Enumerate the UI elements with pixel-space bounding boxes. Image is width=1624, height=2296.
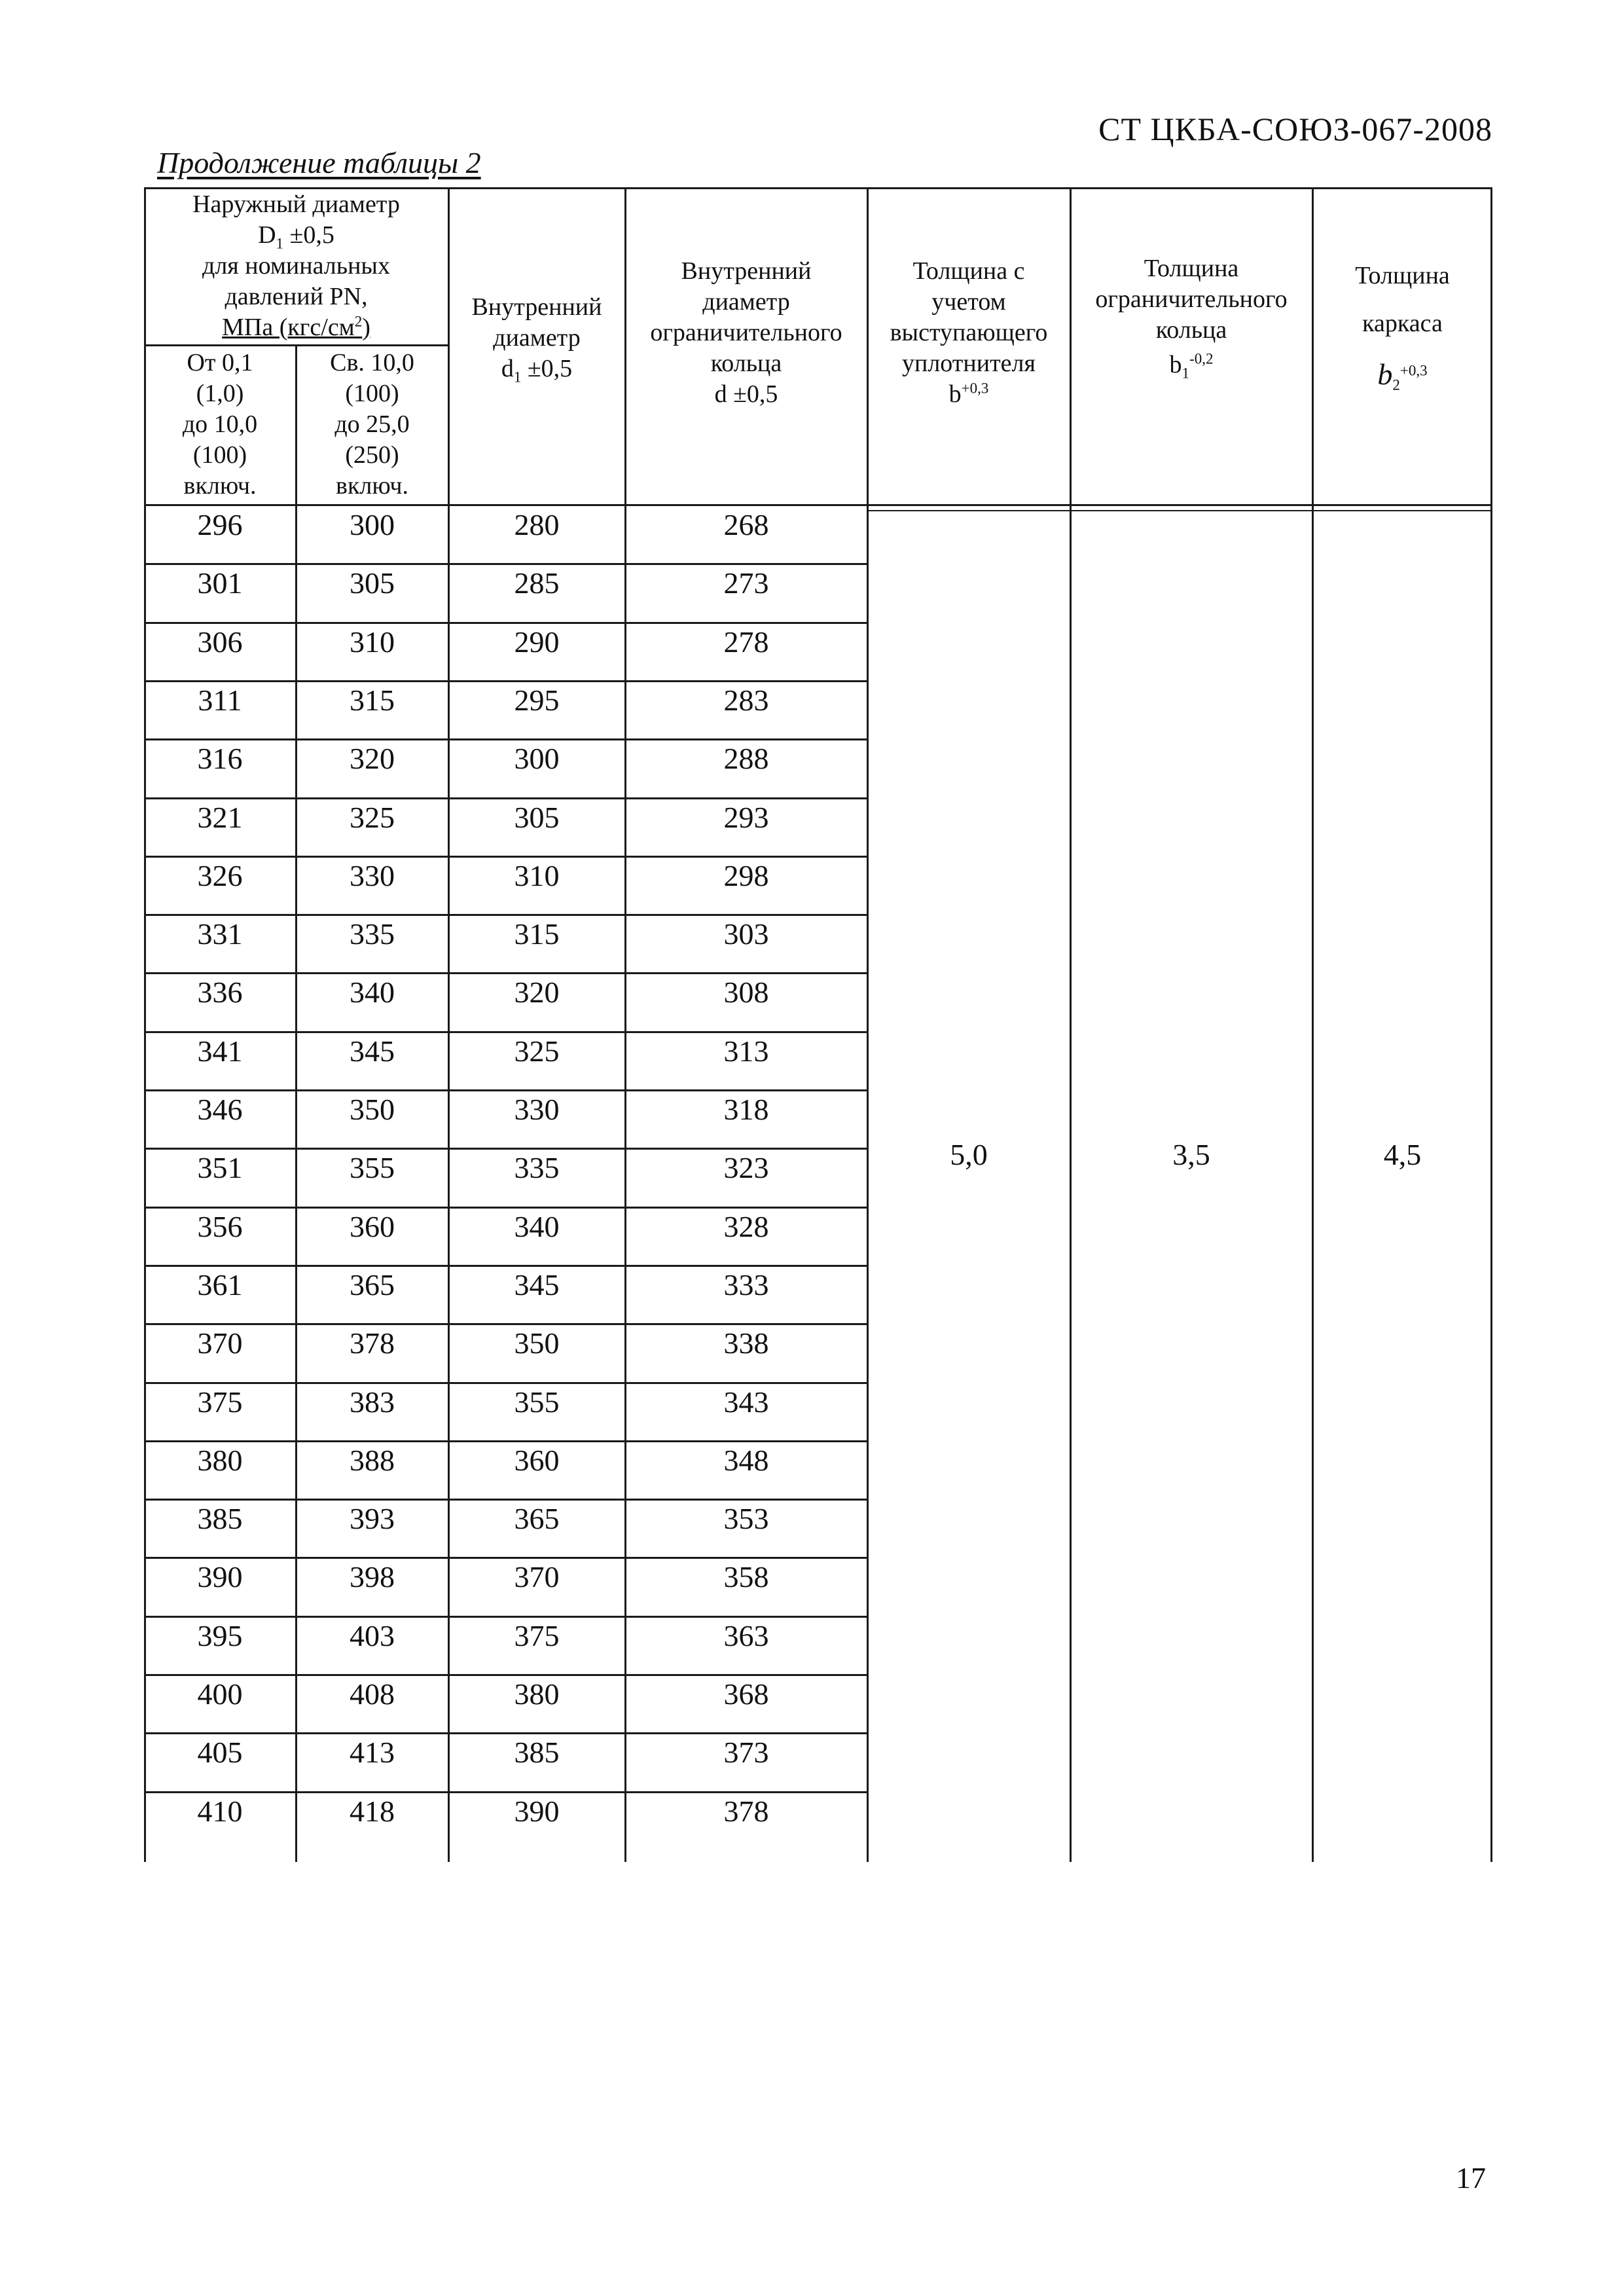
table-cell: 388	[350, 1443, 395, 1477]
table-cell: 283	[723, 683, 769, 717]
vline-7	[1490, 187, 1492, 1862]
row-divider	[144, 1148, 867, 1150]
vline-3	[624, 187, 626, 1862]
vline-4	[867, 187, 869, 1862]
table-cell: 360	[350, 1209, 395, 1243]
table-cell: 356	[197, 1209, 243, 1243]
table-cell: 413	[350, 1736, 395, 1770]
vline-1-body	[295, 505, 297, 1862]
table-cell: 385	[514, 1736, 560, 1770]
row-divider	[144, 1616, 867, 1618]
table-cell: 311	[198, 683, 242, 717]
row-divider	[144, 972, 867, 974]
header-inner-diameter: Внутренний диаметр $d_1 \pm 0,5$	[471, 293, 602, 386]
table-cell: 410	[197, 1794, 243, 1828]
row-divider	[144, 797, 867, 799]
table-cell: 350	[514, 1326, 560, 1360]
table-cell: 336	[197, 975, 243, 1010]
merged-frame-thickness: 4,5	[1383, 1138, 1422, 1171]
table-cell: 320	[514, 975, 560, 1010]
table-cell: 310	[350, 625, 395, 659]
table-cell: 355	[350, 1151, 395, 1185]
header-outer-diameter-low-pn: От 0,1 (1,0) до 10,0 (100) включ.	[182, 349, 258, 500]
table-cell: 383	[350, 1385, 395, 1419]
table-cell: 306	[197, 625, 243, 659]
table-cell: 350	[350, 1093, 395, 1126]
table-cell: 400	[197, 1677, 243, 1711]
table-cell: 398	[350, 1560, 395, 1594]
row-divider	[144, 1031, 867, 1033]
table-cell: 301	[197, 566, 243, 600]
row-divider	[144, 1265, 867, 1267]
merged-seal-thickness: 5,0	[950, 1138, 988, 1171]
table-cell: 326	[197, 858, 243, 892]
header-ring-inner-diameter: Внутренний диаметр ограничительного кольца d ±0,5	[650, 257, 842, 408]
table-cell: 330	[514, 1093, 560, 1126]
table-cell: 405	[197, 1736, 243, 1770]
table-cell: 335	[514, 1151, 560, 1185]
table-cell: 390	[514, 1794, 560, 1828]
table-cell: 345	[514, 1267, 560, 1302]
header-frame-thickness: Толщина каркаса $b_2^{+0,3}$	[1355, 262, 1450, 393]
row-divider	[144, 1499, 867, 1501]
header-ring-thickness: Толщина ограничительного кольца $b_1^{-0,2}$	[1095, 254, 1288, 382]
row-divider	[144, 1382, 867, 1384]
table-cell: 296	[197, 508, 243, 541]
row-divider	[144, 622, 867, 624]
table-cell: 378	[350, 1326, 395, 1360]
row-divider	[144, 1207, 867, 1209]
row-divider	[144, 563, 867, 565]
table-cell: 300	[350, 508, 395, 541]
table-cell: 316	[197, 742, 243, 776]
table-cell: 313	[723, 1034, 769, 1068]
table-cell: 328	[723, 1209, 769, 1243]
table-cell: 343	[723, 1385, 769, 1419]
table-cell: 323	[723, 1151, 769, 1185]
table-cell: 325	[514, 1034, 560, 1068]
table-cell: 273	[723, 566, 769, 600]
row-divider	[144, 1732, 867, 1734]
row-divider	[144, 1791, 867, 1793]
table-cell: 288	[723, 742, 769, 776]
table-cell: 331	[197, 917, 243, 951]
table-cell: 321	[197, 800, 243, 834]
table-cell: 361	[197, 1267, 243, 1302]
table-cell: 310	[514, 858, 560, 892]
table-cell: 348	[723, 1443, 769, 1477]
table-cell: 390	[197, 1560, 243, 1594]
table-cell: 305	[350, 566, 395, 600]
table-cell: 335	[350, 917, 395, 951]
table-cell: 305	[514, 800, 560, 834]
table-cell: 353	[723, 1502, 769, 1536]
page-number: 17	[1456, 2161, 1486, 2195]
table-cell: 280	[514, 508, 560, 541]
table-cell: 370	[514, 1560, 560, 1594]
table-cell: 268	[723, 508, 769, 541]
table-cell: 375	[514, 1618, 560, 1652]
table-caption: Продолжение таблицы 2	[157, 146, 481, 179]
table-cell: 318	[723, 1093, 769, 1126]
table-cell: 385	[197, 1502, 243, 1536]
table-cell: 320	[350, 742, 395, 776]
vline-6	[1312, 187, 1314, 1862]
header-seal-thickness: Толщина с учетом выступающего уплотнителя $b^{+0,3}$	[890, 257, 1048, 408]
table-cell: 365	[350, 1267, 395, 1302]
table-cell: 363	[723, 1618, 769, 1652]
table-cell: 346	[197, 1093, 243, 1126]
merged-ring-thickness: 3,5	[1172, 1138, 1210, 1171]
table-cell: 300	[514, 742, 560, 776]
table-cell: 278	[723, 625, 769, 659]
vline-2	[448, 187, 450, 1862]
row-divider	[144, 680, 867, 682]
table-cell: 330	[350, 858, 395, 892]
table-cell: 315	[514, 917, 560, 951]
table-cell: 340	[350, 975, 395, 1010]
header-outer-diameter-high-pn: Св. 10,0 (100) до 25,0 (250) включ.	[330, 349, 414, 500]
table-cell: 355	[514, 1385, 560, 1419]
table-cell: 380	[197, 1443, 243, 1477]
table-cell: 303	[723, 917, 769, 951]
row-divider	[144, 914, 867, 916]
header-bottom-border	[144, 504, 1492, 506]
table-cell: 333	[723, 1267, 769, 1302]
row-divider	[144, 738, 867, 740]
table-cell: 408	[350, 1677, 395, 1711]
row-divider	[144, 1674, 867, 1676]
row-divider	[144, 1089, 867, 1091]
table-cell: 290	[514, 625, 560, 659]
table-cell: 393	[350, 1502, 395, 1536]
table-cell: 403	[350, 1618, 395, 1652]
row-divider	[144, 856, 867, 858]
table-cell: 315	[350, 683, 395, 717]
table-cell: 360	[514, 1443, 560, 1477]
table-cell: 308	[723, 975, 769, 1010]
table-cell: 370	[197, 1326, 243, 1360]
document-code: СТ ЦКБА-СОЮЗ-067-2008	[1098, 111, 1492, 147]
row-divider	[144, 1323, 867, 1325]
table-cell: 358	[723, 1560, 769, 1594]
table-cell: 375	[197, 1385, 243, 1419]
row-divider	[144, 1440, 867, 1442]
table-cell: 325	[350, 800, 395, 834]
table-cell: 373	[723, 1736, 769, 1770]
header-subcolumn-divider	[295, 344, 297, 505]
table-cell: 298	[723, 858, 769, 892]
table-cell: 418	[350, 1794, 395, 1828]
table-cell: 380	[514, 1677, 560, 1711]
table-cell: 295	[514, 683, 560, 717]
table-cell: 340	[514, 1209, 560, 1243]
vline-0	[144, 187, 146, 1862]
table-cell: 351	[197, 1151, 243, 1185]
table-cell: 368	[723, 1677, 769, 1711]
table-cell: 338	[723, 1326, 769, 1360]
header-outer-diameter-group: Наружный диаметр $D_1 \pm 0,5$ для номинальных давлений PN, МПа $(кгс/см^2)$	[192, 190, 400, 341]
table-cell: 285	[514, 566, 560, 600]
table-cell: 378	[723, 1794, 769, 1828]
table-cell: 365	[514, 1502, 560, 1536]
row-divider	[144, 1557, 867, 1559]
table-cell: 293	[723, 800, 769, 834]
table-cell: 341	[197, 1034, 243, 1068]
table-cell: 345	[350, 1034, 395, 1068]
table-cell: 395	[197, 1618, 243, 1652]
vline-5	[1070, 187, 1072, 1862]
